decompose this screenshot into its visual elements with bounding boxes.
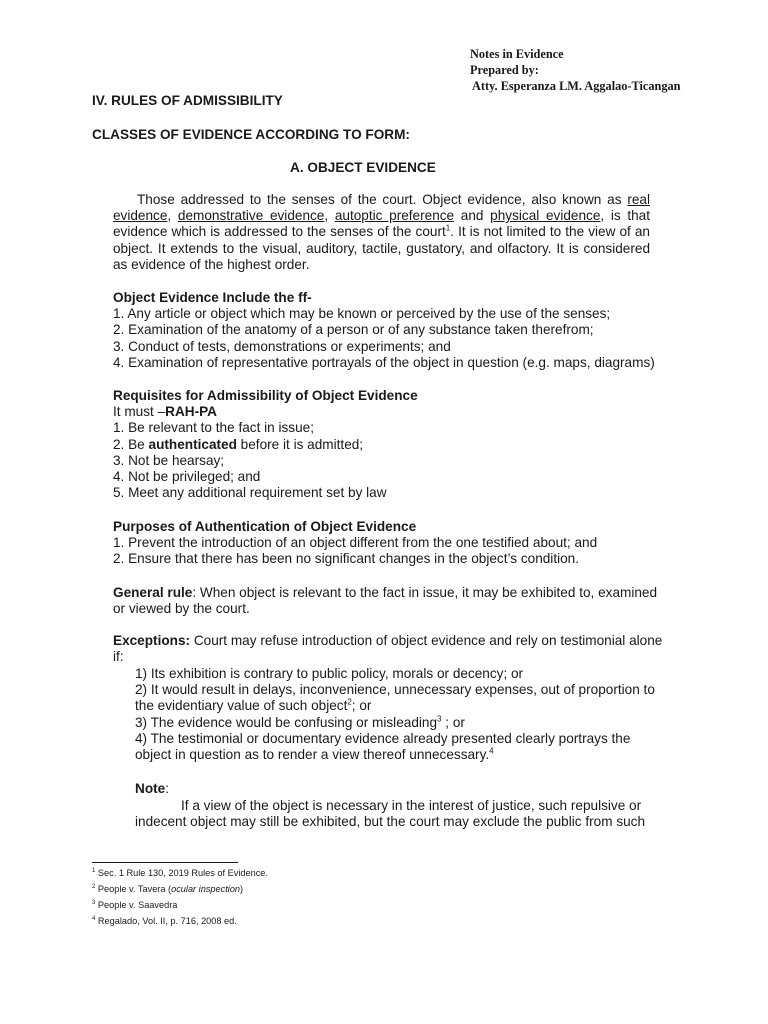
list-item: 1. Any article or object which may be known or perceived by the use of the senses; bbox=[113, 306, 611, 322]
term-autoptic-preference: autoptic preference bbox=[334, 208, 455, 224]
requisites-lead: It must – bbox=[113, 404, 166, 420]
footnote-number: 4 bbox=[92, 915, 96, 922]
footnote-number: 2 bbox=[92, 883, 96, 890]
note-label: Note bbox=[135, 781, 166, 796]
include-title: Object Evidence Include the ff- bbox=[113, 290, 312, 305]
list-item: 4. Not be privileged; and bbox=[113, 469, 261, 485]
intro-paragraph bbox=[113, 192, 650, 273]
classes-title: CLASSES OF EVIDENCE ACCORDING TO FORM: bbox=[92, 127, 410, 142]
requisites-mnemonic: RAH-PA bbox=[165, 404, 217, 420]
intro-separator: , bbox=[167, 208, 178, 224]
term-physical-evidence: physical evidence bbox=[490, 208, 601, 224]
exception-item-text: 2) It would result in delays, inconvenience, unnecessary expenses, out of proportion to the evidentiary value of such object bbox=[135, 682, 655, 714]
intro-text-end: . It is not limited to the view of an object. It extends to the visual, auditory, tactile, gustatory, and olfactory. It is considered as evidence of the highest order. bbox=[113, 224, 650, 272]
exceptions-list bbox=[135, 666, 670, 763]
exceptions-label: Exceptions: bbox=[113, 633, 191, 648]
subsection-title: A. OBJECT EVIDENCE bbox=[290, 160, 436, 175]
general-rule-paragraph bbox=[113, 585, 668, 617]
footnote-ref-4: 4 bbox=[489, 746, 494, 756]
intro-text-mid: , is that evidence which is addressed to the senses of the court bbox=[113, 208, 651, 240]
list-item bbox=[113, 437, 673, 453]
purposes-section bbox=[113, 519, 673, 568]
note-label-line bbox=[135, 781, 169, 797]
list-item-suffix: before it is admitted; bbox=[236, 436, 364, 452]
term-real-evidence-cont: evidence bbox=[113, 208, 168, 224]
include-section bbox=[113, 290, 673, 371]
footnote-text: People v. Tavera ( bbox=[95, 884, 172, 894]
footnote-item bbox=[92, 916, 652, 927]
document-header bbox=[470, 46, 681, 94]
term-authenticated: authenticated bbox=[148, 436, 237, 452]
footnote-number: 1 bbox=[92, 867, 96, 874]
list-item: 4. Examination of representative portrayals of the object in question (e.g. maps, diagrams) bbox=[113, 354, 655, 370]
footnote-text: Regalado, Vol. II, p. 716, 2008 ed. bbox=[95, 916, 237, 926]
exception-item-end: ; or bbox=[351, 698, 372, 714]
list-item: 5. Meet any additional requirement set by law bbox=[113, 485, 387, 501]
list-item: 1. Be relevant to the fact in issue; bbox=[113, 420, 314, 436]
list-item-prefix: 2. Be bbox=[113, 436, 149, 452]
exception-item bbox=[135, 731, 670, 763]
list-item: 3. Conduct of tests, demonstrations or experiments; and bbox=[113, 338, 451, 354]
list-item: 2. Ensure that there has been no significant changes in the object’s condition. bbox=[113, 551, 580, 567]
exception-item: 1) Its exhibition is contrary to public policy, morals or decency; or bbox=[135, 666, 524, 681]
footnote-text: Sec. 1 Rule 130, 2019 Rules of Evidence. bbox=[95, 868, 268, 878]
exception-item-text: 3) The evidence would be confusing or misleading bbox=[135, 714, 438, 730]
exception-item bbox=[135, 715, 670, 731]
intro-separator: and bbox=[454, 208, 491, 224]
term-real-evidence: real bbox=[627, 192, 650, 207]
intro-separator: , bbox=[324, 208, 335, 224]
exceptions-text: Court may refuse introduction of object evidence and rely on testimonial alone if: bbox=[113, 633, 663, 665]
footnotes bbox=[92, 868, 652, 927]
exception-item-text: 4) The testimonial or documentary evidence already presented clearly portrays the object in question as to render a view thereof unnecessary. bbox=[135, 730, 631, 763]
list-item: 2. Examination of the anatomy of a person or of any substance taken therefrom; bbox=[113, 322, 594, 338]
footnote-item bbox=[92, 900, 652, 911]
requisites-title: Requisites for Admissibility of Object Evidence bbox=[113, 388, 418, 403]
footnote-item bbox=[92, 868, 652, 879]
footnote-ref-3: 3 bbox=[437, 714, 442, 724]
footnote-ref-1: 1 bbox=[445, 223, 451, 233]
list-item: 1. Prevent the introduction of an object different from the one testified about; and bbox=[113, 535, 598, 551]
requisites-section bbox=[113, 388, 673, 501]
footnote-separator bbox=[92, 862, 238, 863]
footnote-item bbox=[92, 884, 652, 895]
header-prepared-by: Prepared by: bbox=[470, 63, 539, 77]
footnote-text: People v. Saavedra bbox=[95, 900, 178, 910]
term-demonstrative-evidence: demonstrative evidence bbox=[177, 208, 325, 224]
footnote-number: 3 bbox=[92, 899, 96, 906]
footnote-emphasis: ocular inspection bbox=[171, 884, 241, 894]
intro-text-start: Those addressed to the senses of the court. Object evidence, also known as bbox=[137, 192, 628, 207]
requisites-lead-line bbox=[113, 404, 673, 420]
header-author: Atty. Esperanza LM. Aggalao-Ticangan bbox=[472, 79, 681, 93]
note-colon: : bbox=[165, 781, 169, 796]
purposes-title: Purposes of Authentication of Object Evidence bbox=[113, 519, 417, 534]
header-course-title: Notes in Evidence bbox=[470, 47, 564, 61]
exception-item bbox=[135, 682, 670, 714]
general-rule-text: : When object is relevant to the fact in issue, it may be exhibited to, examined or viewed by the court. bbox=[113, 585, 658, 617]
note-paragraph: If a view of the object is necessary in the interest of justice, such repulsive or indecent object may still be exhibited, but the court may exclude the public from such bbox=[135, 798, 646, 830]
list-item: 3. Not be hearsay; bbox=[113, 452, 225, 468]
section-title: IV. RULES OF ADMISSIBILITY bbox=[92, 93, 283, 108]
footnote-text-end: ) bbox=[240, 884, 244, 894]
general-rule-label: General rule bbox=[113, 585, 193, 600]
footnote-ref-2: 2 bbox=[347, 697, 352, 707]
exception-item-end: ; or bbox=[441, 714, 465, 730]
exceptions-paragraph bbox=[113, 633, 668, 665]
